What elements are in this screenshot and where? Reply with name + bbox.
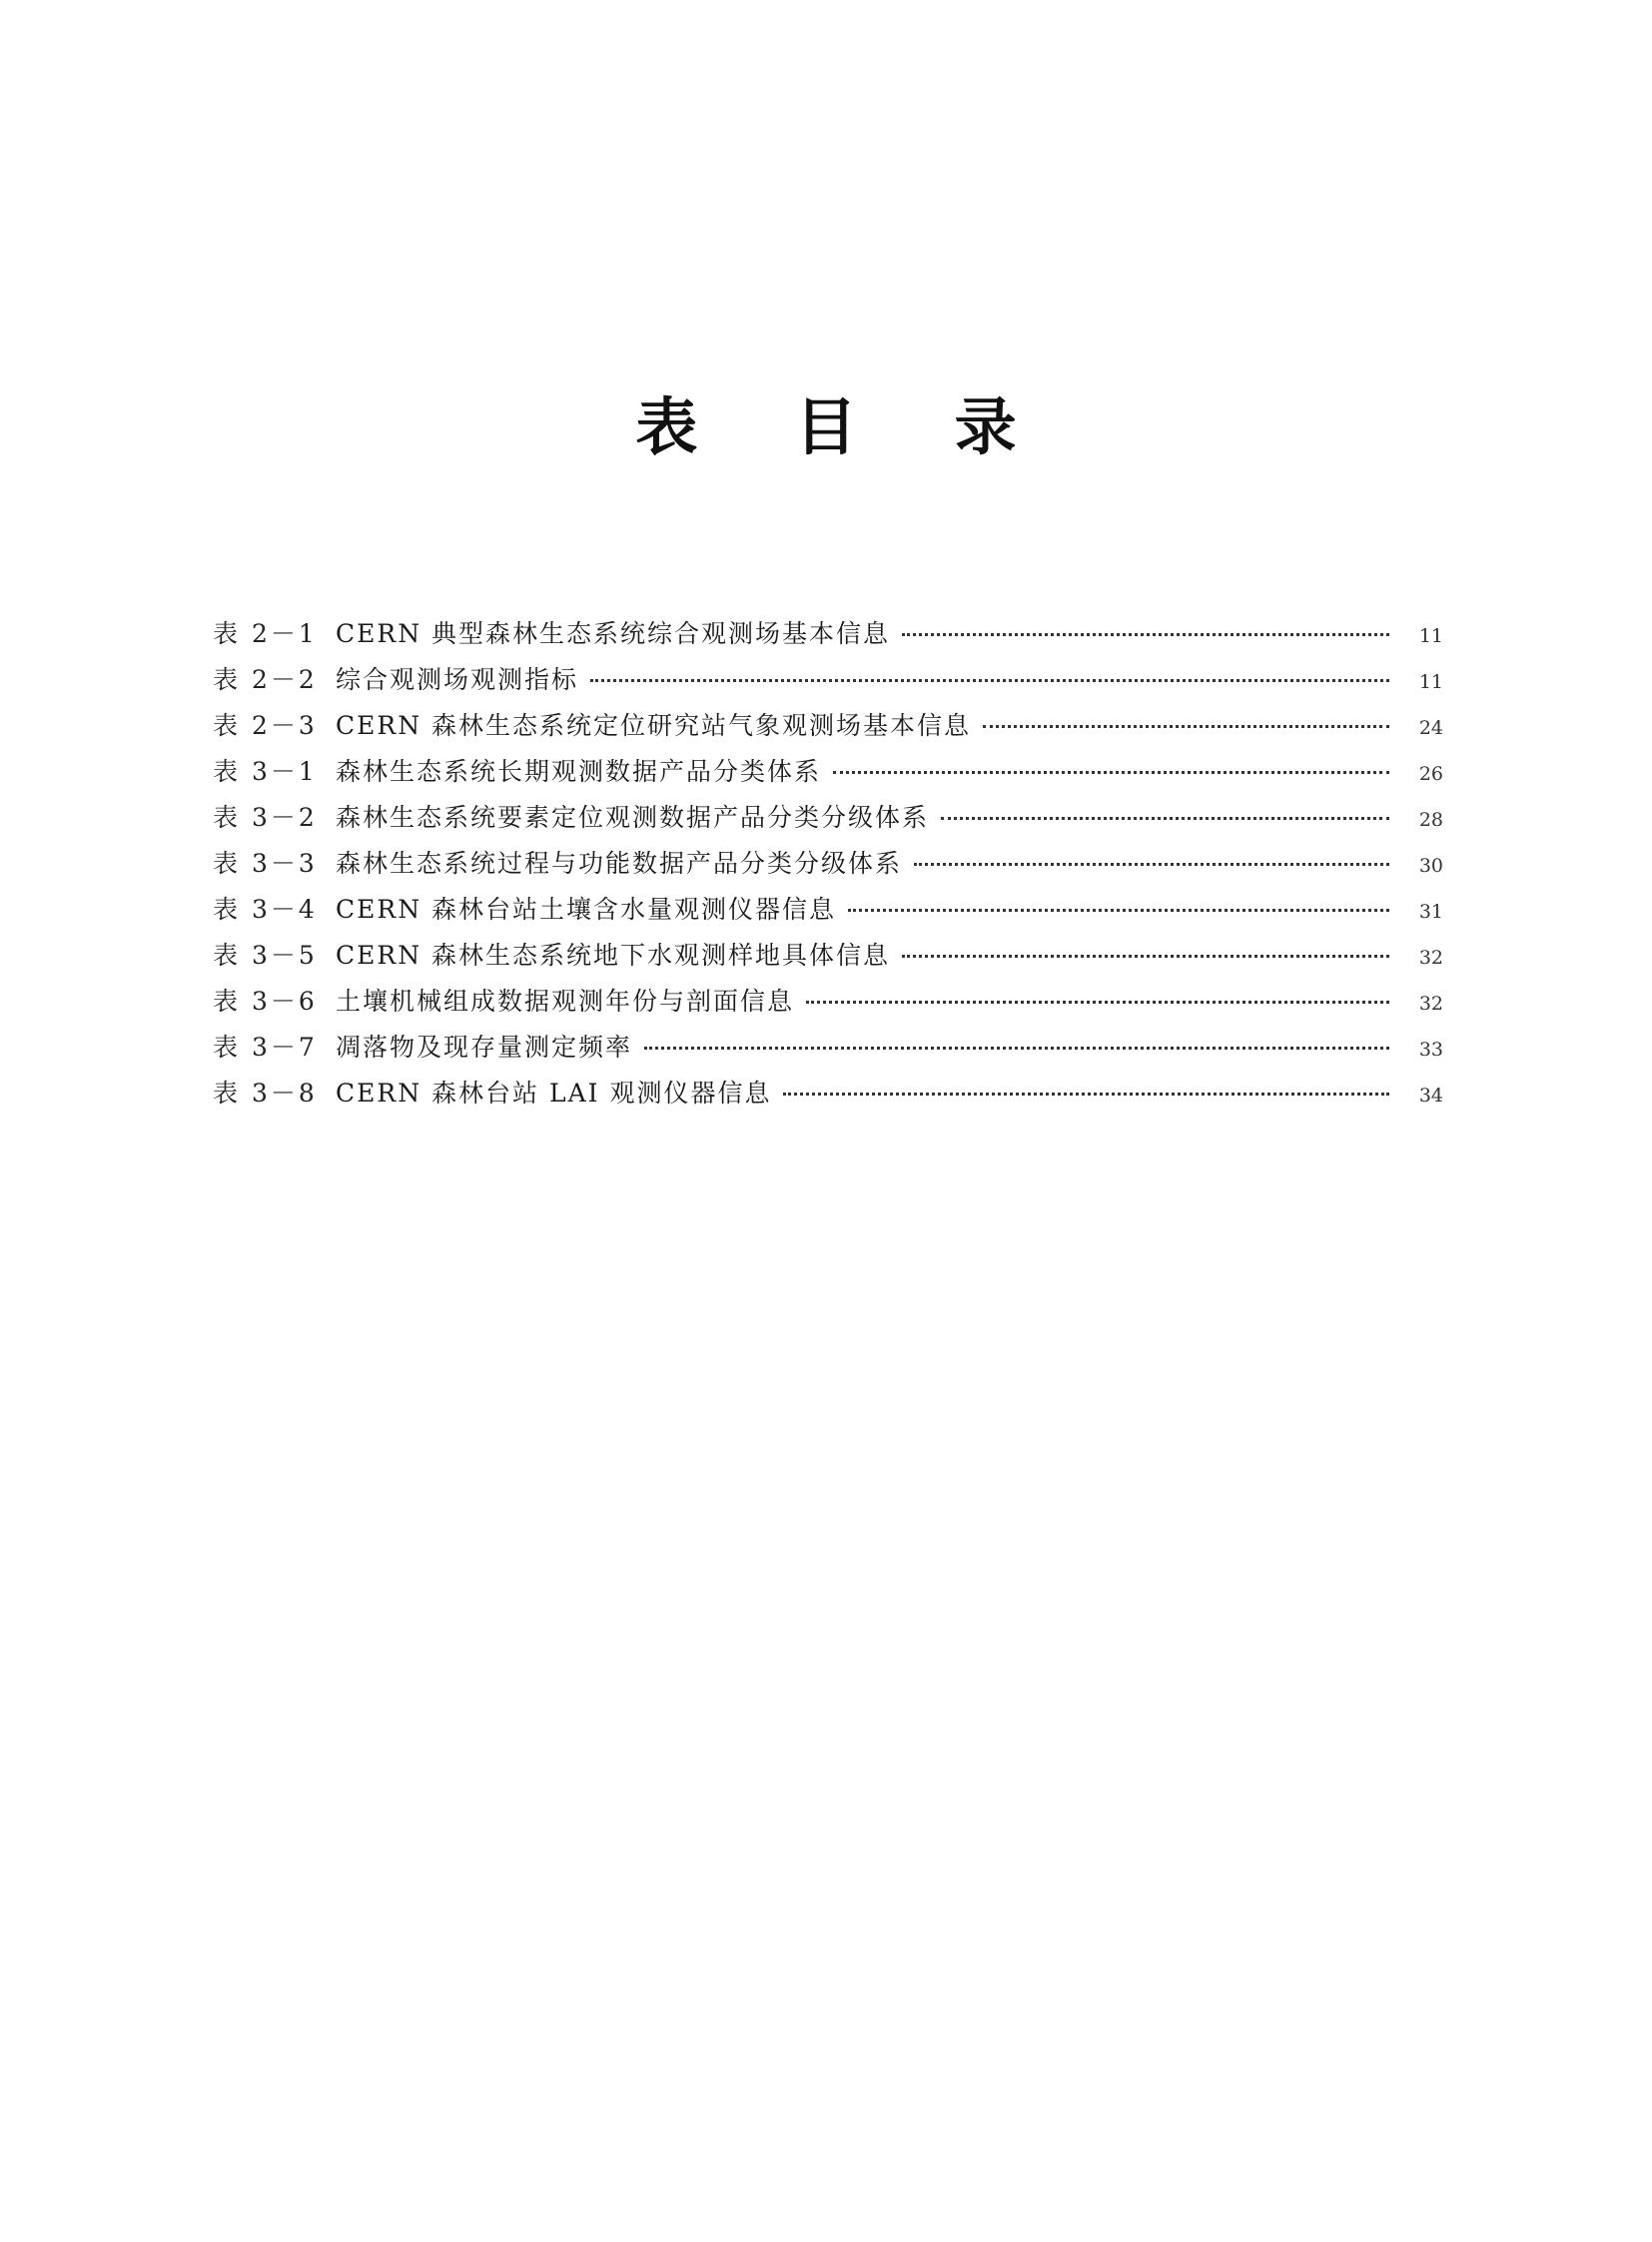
dot-leader [644,1047,1389,1050]
toc-entry-page: 30 [1418,855,1443,877]
dot-leader [902,955,1389,958]
toc-entry[interactable] [213,749,1443,795]
toc-entry[interactable] [213,841,1443,887]
toc-entry[interactable] [213,1025,1443,1071]
toc-entry-number: 表 2－3 [213,711,318,740]
toc-entry-page: 28 [1418,809,1443,831]
toc-entry[interactable] [213,887,1443,933]
toc-entry-caption: CERN 森林台站 LAI 观测仪器信息 [336,1079,772,1108]
toc-entry-page: 34 [1418,1085,1443,1107]
toc-entry-caption: 森林生态系统要素定位观测数据产品分类分级体系 [336,803,930,832]
toc-entry-page: 32 [1418,947,1443,969]
toc-entry-caption: 土壤机械组成数据观测年份与剖面信息 [336,987,795,1016]
dot-leader [902,633,1389,636]
toc-entry-page: 33 [1418,1039,1443,1061]
toc-entry-caption: CERN 森林生态系统地下水观测样地具体信息 [336,941,891,970]
toc-entry-page: 24 [1418,717,1443,739]
toc-entry[interactable] [213,703,1443,749]
toc-entry[interactable] [213,611,1443,657]
table-of-tables [213,611,1443,1117]
dot-leader [941,817,1389,820]
toc-entry-number: 表 3－3 [213,849,318,878]
dot-leader [590,679,1389,682]
dot-leader [806,1001,1389,1004]
toc-entry[interactable] [213,795,1443,841]
toc-entry[interactable] [213,657,1443,703]
toc-entry-number: 表 3－4 [213,895,318,924]
toc-entry-number: 表 3－8 [213,1079,318,1108]
page-title: 表 目 录 [635,390,1055,463]
toc-entry-caption: 森林生态系统长期观测数据产品分类体系 [336,757,822,786]
toc-entry-page: 32 [1418,993,1443,1015]
dot-leader [983,725,1389,728]
toc-entry-number: 表 3－7 [213,1033,318,1062]
toc-entry-number: 表 2－2 [213,665,318,694]
toc-entry-page: 26 [1418,763,1443,785]
toc-entry-page: 11 [1418,671,1443,693]
toc-entry-number: 表 3－5 [213,941,318,970]
toc-entry-caption: CERN 森林台站土壤含水量观测仪器信息 [336,895,837,924]
dot-leader [914,863,1389,866]
toc-entry-caption: CERN 森林生态系统定位研究站气象观测场基本信息 [336,711,972,740]
toc-entry-caption: 森林生态系统过程与功能数据产品分类分级体系 [336,849,903,878]
dot-leader [833,771,1389,774]
toc-entry-number: 表 3－1 [213,757,318,786]
toc-entry-caption: 综合观测场观测指标 [336,665,579,694]
toc-entry-number: 表 3－6 [213,987,318,1016]
toc-entry[interactable] [213,979,1443,1025]
toc-entry-caption: 凋落物及现存量测定频率 [336,1033,633,1062]
toc-entry-page: 11 [1418,625,1443,647]
toc-entry-page: 31 [1418,901,1443,923]
toc-entry-number: 表 2－1 [213,619,318,648]
dot-leader [848,909,1389,912]
toc-entry-number: 表 3－2 [213,803,318,832]
toc-entry-caption: CERN 典型森林生态系统综合观测场基本信息 [336,619,891,648]
dot-leader [783,1093,1389,1096]
toc-entry[interactable] [213,933,1443,979]
toc-entry[interactable] [213,1071,1443,1117]
